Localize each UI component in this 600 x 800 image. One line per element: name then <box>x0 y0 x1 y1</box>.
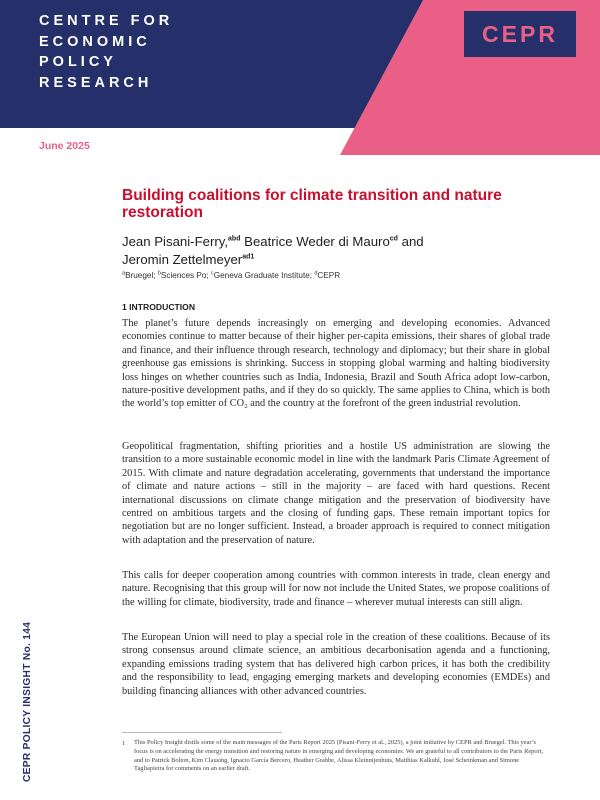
affiliation-name: Sciences Po; <box>160 271 209 280</box>
footnote: This Policy Insight distils some of the main messages of the Paris Report 2025 (Pisani-Ferry et al., 2025), a joint initiative by CEPR and Bruegel. This year’s focus is on accelerating the energy transition and restoring nature in emerging and developing economies. We are grateful to all contributors to the Paris Report, and to Patrick Bolton, Kim Clausing, Ignacio García Bercero, Heather Grabbe, Alissa Kleinnijenhuis, Matthias Kalkuhl, José Scheinkman and Simone Tagliapietra for comments on an earlier draft. <box>134 739 544 773</box>
cepr-logo-text: CEPR <box>482 21 558 47</box>
author-name: Jean Pisani-Ferry, <box>122 234 229 249</box>
cepr-logo[interactable] <box>464 11 576 57</box>
affiliation-name: Bruegel; <box>125 271 156 280</box>
affiliation-mark: a <box>122 270 126 277</box>
body-paragraph: The planet’s future depends increasingly on emerging and developing economies. Advanced economies continue to matter because of their higher per-capita emissions, their shares of global trade and finance, and their influence through research, technology and diplomacy; but their share in global greenhouse gas emissions is shrinking. Success in stopping global warming and halting biodiversity loss hinges on whether countries such as India, Indonesia, Brazil and South Africa adopt low-carbon, nature-positive development paths, and if they do so quickly. The same applies to China, which is both the world’s top emitter of CO₂ and the country at the forefront of the green industrial revolution. <box>122 318 550 410</box>
affiliations <box>122 271 340 280</box>
affiliation-mark: d <box>314 270 318 277</box>
affiliation-mark: b <box>157 270 161 277</box>
footnote-divider <box>122 732 282 733</box>
author-list <box>122 233 552 269</box>
body-paragraph: Geopolitical fragmentation, shifting priorities and a hostile US administration are slowing the transition to a more sustainable economic model in line with the landmark Paris Climate Agreement of 2015. With climate and nature degradation accelerating, governments that understand the importance of climate and nature actions – still in the majority – are faced with hard questions. Recent international discussions on climate change mitigation and the preservation of biodiversity have centred on ambitious targets and the closing of funding gaps. These remain important topics for negotiation but are no longer sufficient. Instead, a broader approach is required to connect mitigation with adaptation and the preservation of nature. <box>122 441 550 546</box>
author-name: Jeromin Zettelmeyer <box>122 252 243 267</box>
author-affiliation-marks: ad1 <box>242 253 255 261</box>
org-name-line: CENTRE FOR <box>39 13 174 29</box>
series-label: CEPR POLICY INSIGHT No. 144 <box>22 621 33 782</box>
author-conjunction: and <box>401 234 424 249</box>
page-title: Building coalitions for climate transition and nature restoration <box>122 187 502 221</box>
body-paragraph: This calls for deeper cooperation among countries with common interests in trade, clean energy and nature. Recognising that this group will for now not include the United States, we propose coalitions of the willing for climate, biodiversity, trade and finance – wherever mutual interests can still align. <box>122 570 550 608</box>
footnote-number: 1 <box>122 740 126 747</box>
org-name-line: RESEARCH <box>39 74 153 91</box>
affiliation-mark: c <box>210 270 214 277</box>
body-paragraph: The European Union will need to play a special role in the creation of these coalitions. Because of its strong consensus around climate science, an ambitious decarbonisation agenda and a functioning, expanding emissions trading system that has delivered high carbon prices, it has both the credibility and the responsibility to lead, engaging emerging markets and developing economies (EMDEs) and building financing alliances with other advanced countries. <box>122 632 550 697</box>
affiliation-name: CEPR <box>317 271 341 280</box>
section-heading: 1 INTRODUCTION <box>122 302 196 312</box>
author-affiliation-marks: cd <box>389 235 398 243</box>
publication-date: June 2025 <box>39 140 90 152</box>
author-name: Beatrice Weder di Mauro <box>244 234 390 249</box>
author-affiliation-marks: abd <box>228 235 241 243</box>
org-name-line: POLICY <box>39 54 117 70</box>
org-name-line: ECONOMIC <box>39 33 151 50</box>
affiliation-name: Geneva Graduate Institute; <box>213 271 313 280</box>
org-name <box>39 11 299 93</box>
